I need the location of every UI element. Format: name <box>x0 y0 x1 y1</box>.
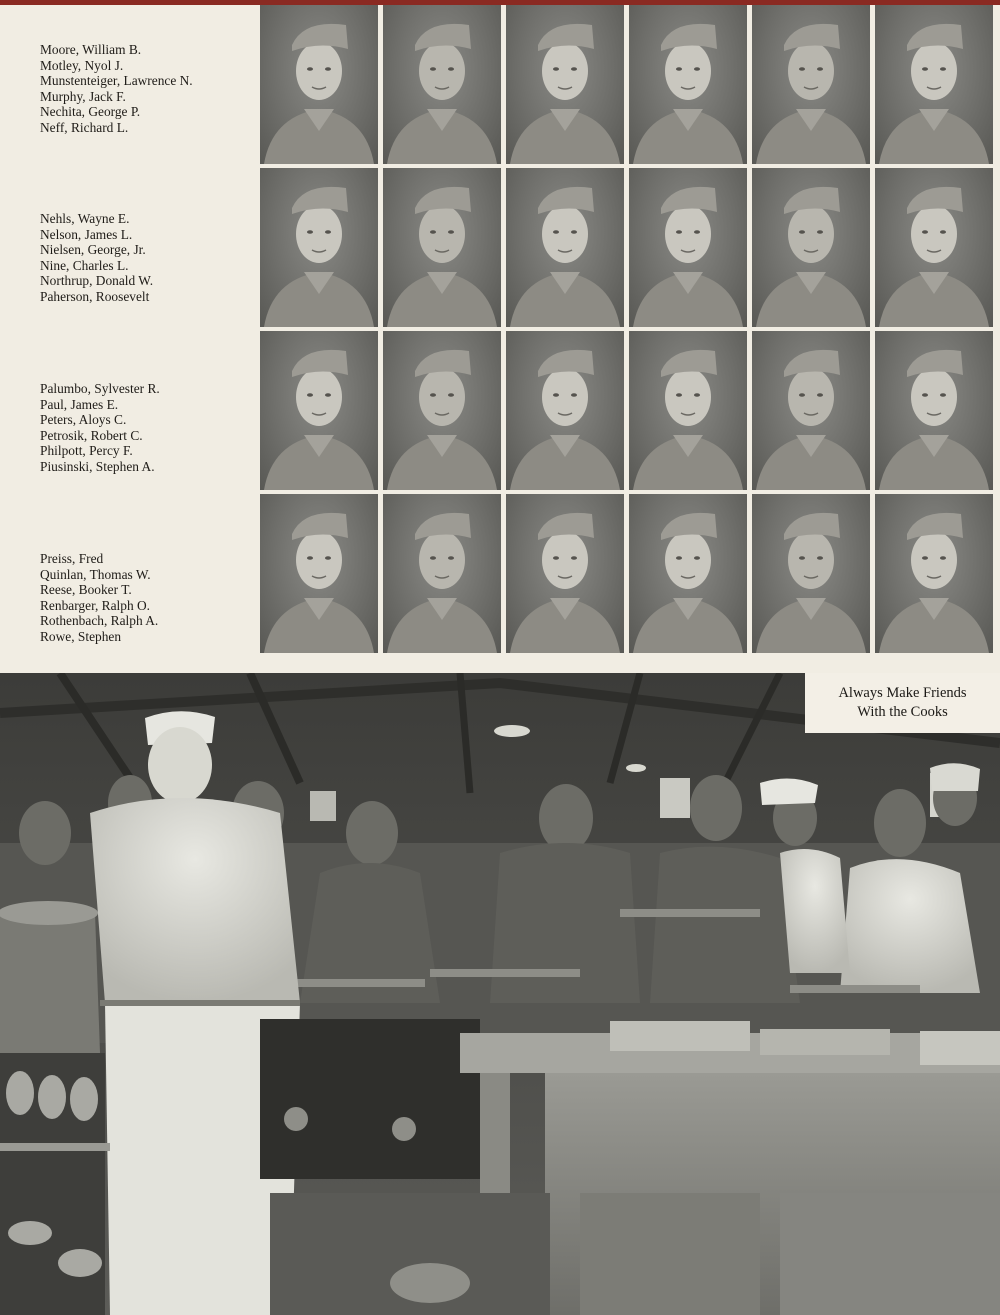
soldier-portrait <box>506 5 624 164</box>
soldier-figure <box>875 494 993 653</box>
roster-name: Nelson, James L. <box>40 226 133 242</box>
soldier-portrait <box>752 5 870 164</box>
soldier-figure <box>383 331 501 490</box>
roster-name: Murphy, Jack F. <box>40 88 126 104</box>
soldier-portrait <box>260 5 378 164</box>
name-group-2 <box>40 211 153 305</box>
name-group-3 <box>40 381 160 475</box>
roster-name: Renbarger, Ralph O. <box>40 597 151 613</box>
roster-name: Preiss, Fred <box>40 551 104 566</box>
soldier-portrait <box>752 331 870 490</box>
roster-name: Rothenbach, Ralph A. <box>40 613 159 629</box>
soldier-portrait <box>260 494 378 653</box>
soldier-portrait <box>875 5 993 164</box>
soldier-figure <box>752 5 870 164</box>
soldier-figure <box>260 331 378 490</box>
soldier-portrait <box>506 331 624 490</box>
soldier-figure <box>506 494 624 653</box>
roster-name: Nehls, Wayne E. <box>40 211 130 226</box>
name-group-1 <box>40 42 193 136</box>
soldier-figure <box>629 5 747 164</box>
soldier-portrait <box>875 331 993 490</box>
soldier-portrait <box>629 494 747 653</box>
photo-caption <box>805 673 1000 733</box>
soldier-portrait <box>383 331 501 490</box>
soldier-figure <box>629 331 747 490</box>
soldier-figure <box>875 168 993 327</box>
roster-name: Neff, Richard L. <box>40 119 129 135</box>
soldier-portrait <box>629 168 747 327</box>
soldier-portrait <box>383 494 501 653</box>
roster-name: Piusinski, Stephen A. <box>40 458 155 474</box>
roster-name: Paul, James E. <box>40 396 119 412</box>
caption-line-1: Always Make Friends <box>838 685 967 701</box>
yearbook-page <box>0 5 1000 1315</box>
caption-line-2: With the Cooks <box>857 704 948 720</box>
soldier-portrait <box>875 494 993 653</box>
soldier-portrait <box>383 168 501 327</box>
name-roster <box>0 5 258 665</box>
name-group-4 <box>40 551 158 645</box>
roster-name: Rowe, Stephen <box>40 628 122 644</box>
soldier-portrait <box>629 331 747 490</box>
soldier-figure <box>260 168 378 327</box>
roster-name: Munstenteiger, Lawrence N. <box>40 73 193 89</box>
soldier-portrait <box>260 331 378 490</box>
soldier-portrait <box>752 168 870 327</box>
soldier-figure <box>383 494 501 653</box>
soldier-figure <box>506 5 624 164</box>
soldier-portrait <box>260 168 378 327</box>
soldier-figure <box>629 168 747 327</box>
roster-name: Palumbo, Sylvester R. <box>40 381 160 396</box>
roster-name: Paherson, Roosevelt <box>40 288 150 304</box>
portrait-grid <box>260 5 1000 655</box>
soldier-figure <box>506 331 624 490</box>
roster-name: Northrup, Donald W. <box>40 273 154 289</box>
roster-name: Nine, Charles L. <box>40 257 129 273</box>
mess-hall-photo <box>0 673 1000 1315</box>
soldier-figure <box>506 168 624 327</box>
soldier-portrait <box>506 168 624 327</box>
roster-name: Moore, William B. <box>40 42 142 57</box>
soldier-figure <box>260 5 378 164</box>
roster-name: Quinlan, Thomas W. <box>40 566 151 582</box>
soldier-portrait <box>752 494 870 653</box>
roster-name: Philpott, Percy F. <box>40 443 133 459</box>
soldier-portrait <box>506 494 624 653</box>
soldier-portrait <box>629 5 747 164</box>
soldier-portrait <box>875 168 993 327</box>
roster-name: Peters, Aloys C. <box>40 412 127 428</box>
roster-name: Reese, Booker T. <box>40 582 132 598</box>
soldier-figure <box>752 331 870 490</box>
soldier-figure <box>383 168 501 327</box>
soldier-figure <box>752 168 870 327</box>
soldier-figure <box>752 494 870 653</box>
soldier-figure <box>875 5 993 164</box>
roster-name: Motley, Nyol J. <box>40 57 124 73</box>
soldier-portrait <box>383 5 501 164</box>
mess-hall-scene <box>0 673 1000 1315</box>
roster-name: Petrosik, Robert C. <box>40 427 143 443</box>
soldier-figure <box>383 5 501 164</box>
soldier-figure <box>875 331 993 490</box>
roster-name: Nielsen, George, Jr. <box>40 242 146 258</box>
roster-name: Nechita, George P. <box>40 104 141 120</box>
soldier-figure <box>629 494 747 653</box>
soldier-figure <box>260 494 378 653</box>
